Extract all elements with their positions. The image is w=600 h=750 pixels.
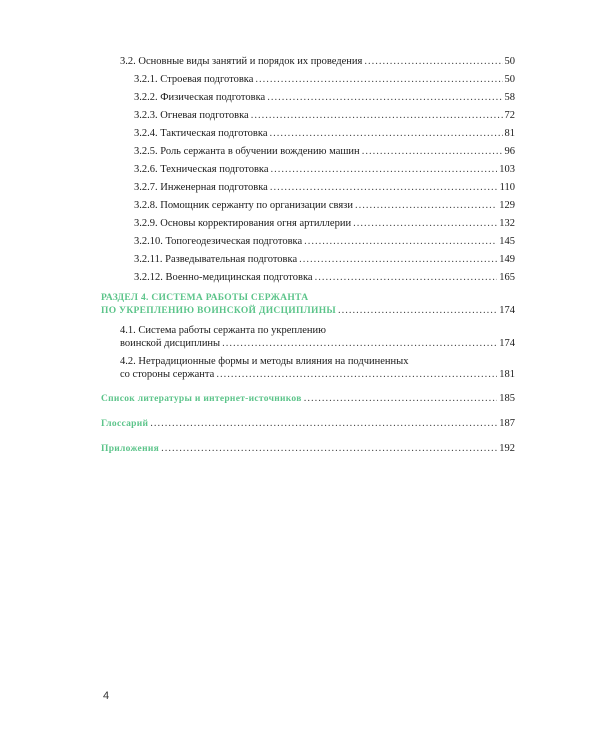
toc-entry-page: 81 (504, 128, 515, 139)
part-4-heading-line-1[interactable]: РАЗДЕЛ 4. СИСТЕМА РАБОТЫ СЕРЖАНТА (101, 293, 309, 303)
leader-dots (353, 217, 497, 230)
toc-entry-page: 103 (499, 164, 515, 175)
leader-dots (271, 163, 498, 176)
toc-entry-page: 58 (504, 92, 515, 103)
toc-entry-3-2-6[interactable] (134, 163, 515, 176)
toc-entry-page: 129 (499, 200, 515, 211)
toc-entry-page: 181 (499, 369, 515, 380)
leader-dots (304, 235, 497, 248)
leader-dots (362, 145, 503, 158)
toc-entry-references[interactable] (101, 392, 515, 406)
toc-entry-3-2-11[interactable] (134, 253, 515, 266)
toc-entry-4-1[interactable] (120, 337, 515, 350)
toc-entry-title: 3.2.11. Разведывательная подготовка (134, 254, 298, 265)
toc-entry-title: 3.2.10. Топогеодезическая подготовка (134, 236, 303, 247)
leader-dots (255, 73, 502, 86)
toc-entry-title: 3.2.1. Строевая подготовка (134, 74, 254, 85)
toc-entry-page: 165 (499, 272, 515, 283)
toc-entry-page: 192 (499, 443, 515, 454)
toc-entry-3-2-5[interactable] (134, 145, 515, 158)
toc-entry-page: 149 (499, 254, 515, 265)
toc-entry-part-4[interactable] (101, 304, 515, 318)
toc-entry-title: 3.2. Основные виды занятий и порядок их проведения (120, 56, 363, 67)
toc-entry-page: 72 (504, 110, 515, 121)
toc-entry-3-2-7[interactable] (134, 181, 515, 194)
toc-entry-page: 132 (499, 218, 515, 229)
toc-entry-3-2-10[interactable] (134, 235, 515, 248)
toc-entry-title: 3.2.9. Основы корректирования огня артиллерии (134, 218, 352, 229)
toc-entry-title: Приложения (101, 444, 160, 454)
toc-entry-page: 174 (499, 305, 515, 316)
toc-entry-4-2-line-1[interactable]: 4.2. Нетрадиционные формы и методы влияния на подчиненных (120, 356, 409, 367)
leader-dots (222, 337, 497, 350)
toc-entry-title: 3.2.5. Роль сержанта в обучении вождению машин (134, 146, 360, 157)
page-number: 4 (103, 690, 110, 702)
leader-dots (338, 304, 497, 317)
leader-dots (269, 127, 502, 140)
toc-entry-title: со стороны сержанта (120, 369, 215, 380)
toc-entry-3-2-4[interactable] (134, 127, 515, 140)
toc-entry-page: 145 (499, 236, 515, 247)
toc-entry-page: 174 (499, 338, 515, 349)
toc-entry-title: 3.2.12. Военно-медицинская подготовка (134, 272, 313, 283)
leader-dots (299, 253, 497, 266)
leader-dots (355, 199, 497, 212)
toc-entry-3-2-8[interactable] (134, 199, 515, 212)
toc-entry-page: 50 (504, 74, 515, 85)
toc-entry-glossary[interactable] (101, 417, 515, 431)
toc-entry-3-2-12[interactable] (134, 271, 515, 284)
leader-dots (216, 368, 497, 381)
leader-dots (364, 55, 502, 68)
toc-entry-3-2-9[interactable] (134, 217, 515, 230)
toc-entry-3-2-2[interactable] (134, 91, 515, 104)
toc-entry-title: 3.2.6. Техническая подготовка (134, 164, 269, 175)
leader-dots (315, 271, 498, 284)
toc-entry-page: 50 (504, 56, 515, 67)
leader-dots (304, 392, 498, 405)
leader-dots (251, 109, 503, 122)
toc-entry-4-2[interactable] (120, 368, 515, 381)
toc-entry-title: Список литературы и интернет-источников (101, 394, 302, 404)
toc-entry-title: 3.2.8. Помощник сержанту по организации связи (134, 200, 353, 211)
toc-entry-title: 3.2.4. Тактическая подготовка (134, 128, 268, 139)
toc-entry-page: 96 (504, 146, 515, 157)
toc-entry-title: 3.2.2. Физическая подготовка (134, 92, 266, 103)
toc-entry-appendices[interactable] (101, 442, 515, 456)
toc-entry-title: 3.2.7. Инженерная подготовка (134, 182, 268, 193)
leader-dots (270, 181, 498, 194)
leader-dots (150, 417, 497, 430)
part-4-heading-line-2: ПО УКРЕПЛЕНИЮ ВОИНСКОЙ ДИСЦИПЛИНЫ (101, 306, 337, 316)
toc-entry-title: Глоссарий (101, 419, 149, 429)
toc-entry-3-2-3[interactable] (134, 109, 515, 122)
toc-entry-page: 185 (499, 393, 515, 404)
toc-entry-page: 110 (499, 182, 515, 193)
toc-entry-3-2[interactable] (120, 55, 515, 68)
toc-entry-3-2-1[interactable] (134, 73, 515, 86)
leader-dots (161, 442, 497, 455)
toc-entry-4-1-line-1[interactable]: 4.1. Система работы сержанта по укреплению (120, 325, 326, 336)
toc-entry-title: 3.2.3. Огневая подготовка (134, 110, 249, 121)
leader-dots (267, 91, 502, 104)
toc-entry-page: 187 (499, 418, 515, 429)
toc-entry-title: воинской дисциплины (120, 338, 221, 349)
